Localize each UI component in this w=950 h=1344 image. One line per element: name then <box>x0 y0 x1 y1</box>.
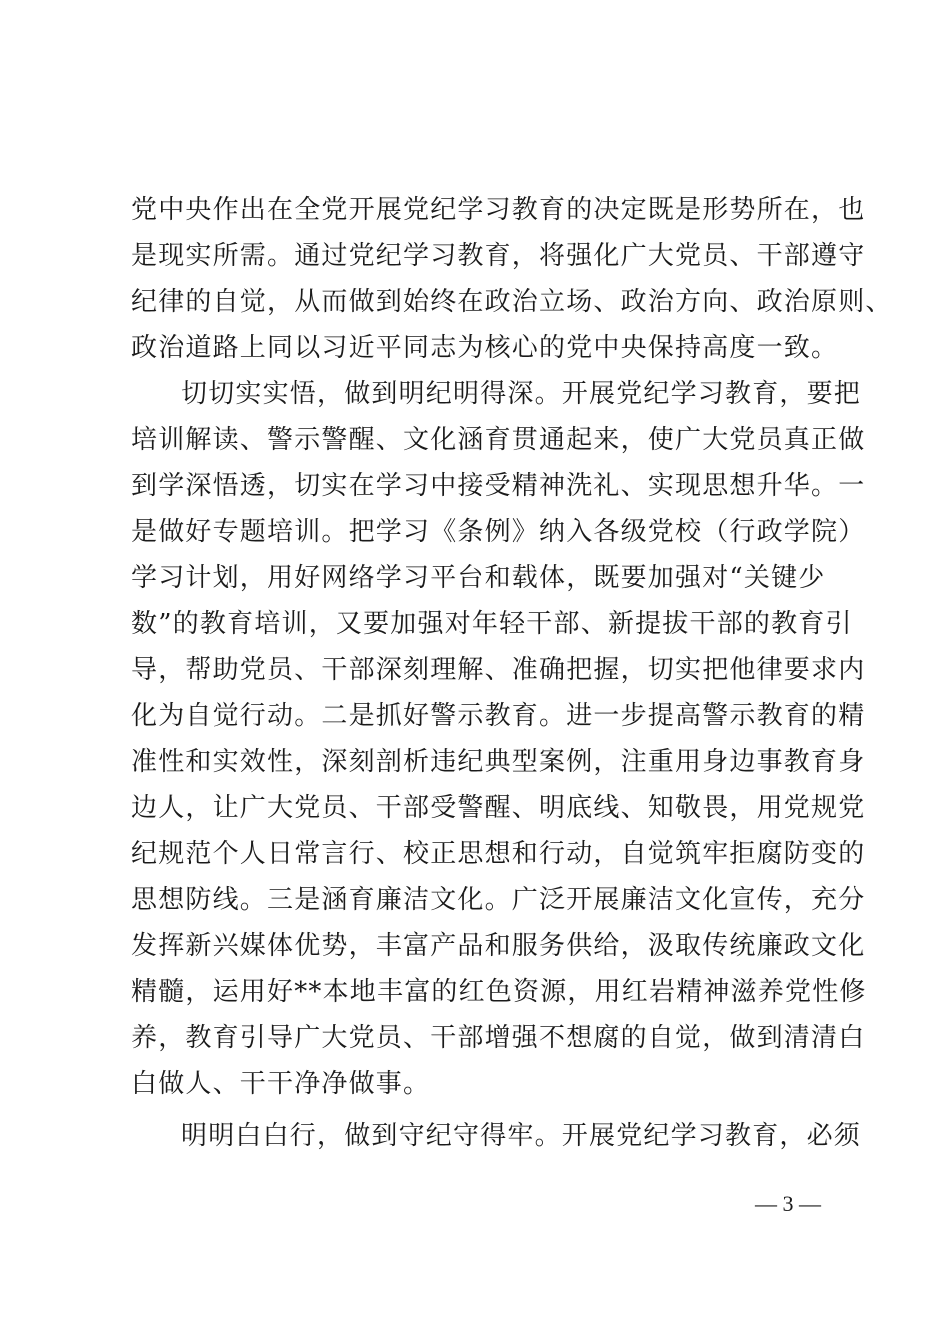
body-text-line: 纪律的自觉，从而做到始终在政治立场、政治方向、政治原则、 <box>131 287 893 317</box>
paragraph-first-line: 明明白白行，做到守纪守得牢。开展党纪学习教育，必须 <box>181 1121 862 1151</box>
body-text-line: 化为自觉行动。二是抓好警示教育。进一步提高警示教育的精 <box>131 701 866 731</box>
page-number: — 3 — <box>755 1191 821 1216</box>
paragraph-first-line: 切切实实悟，做到明纪明得深。开展党纪学习教育，要把 <box>181 379 862 409</box>
body-text-line: 是现实所需。通过党纪学习教育，将强化广大党员、干部遵守 <box>131 241 866 271</box>
body-text-line: 思想防线。三是涵育廉洁文化。广泛开展廉洁文化宣传，充分 <box>131 885 866 915</box>
body-text-line: 准性和实效性，深刻剖析违纪典型案例，注重用身边事教育身 <box>131 747 866 777</box>
body-text-line: 发挥新兴媒体优势，丰富产品和服务供给，汲取传统廉政文化 <box>131 931 866 961</box>
body-text-line: 边人，让广大党员、干部受警醒、明底线、知敬畏，用党规党 <box>131 793 866 823</box>
body-text-line: 党中央作出在全党开展党纪学习教育的决定既是形势所在，也 <box>131 195 866 225</box>
body-text-line: 纪规范个人日常言行、校正思想和行动，自觉筑牢拒腐防变的 <box>131 839 866 869</box>
body-text-line: 白做人、干干净净做事。 <box>131 1069 431 1099</box>
body-text-line: 政治道路上同以习近平同志为核心的党中央保持高度一致。 <box>131 333 839 363</box>
body-text-line: 数”的教育培训，又要加强对年轻干部、新提拔干部的教育引 <box>131 609 853 639</box>
body-text-line: 导，帮助党员、干部深刻理解、准确把握，切实把他律要求内 <box>131 655 866 685</box>
body-text-line: 到学深悟透，切实在学习中接受精神洗礼、实现思想升华。一 <box>131 471 866 501</box>
body-text-line: 精髓，运用好**本地丰富的红色资源，用红岩精神滋养党性修 <box>131 977 867 1007</box>
body-text-line: 培训解读、警示警醒、文化涵育贯通起来，使广大党员真正做 <box>131 425 866 455</box>
body-text-line: 是做好专题培训。把学习《条例》纳入各级党校（行政学院） <box>131 517 866 547</box>
body-text-line: 学习计划，用好网络学习平台和载体，既要加强对“关键少 <box>131 563 826 593</box>
body-text-line: 养，教育引导广大党员、干部增强不想腐的自觉，做到清清白 <box>131 1023 866 1053</box>
